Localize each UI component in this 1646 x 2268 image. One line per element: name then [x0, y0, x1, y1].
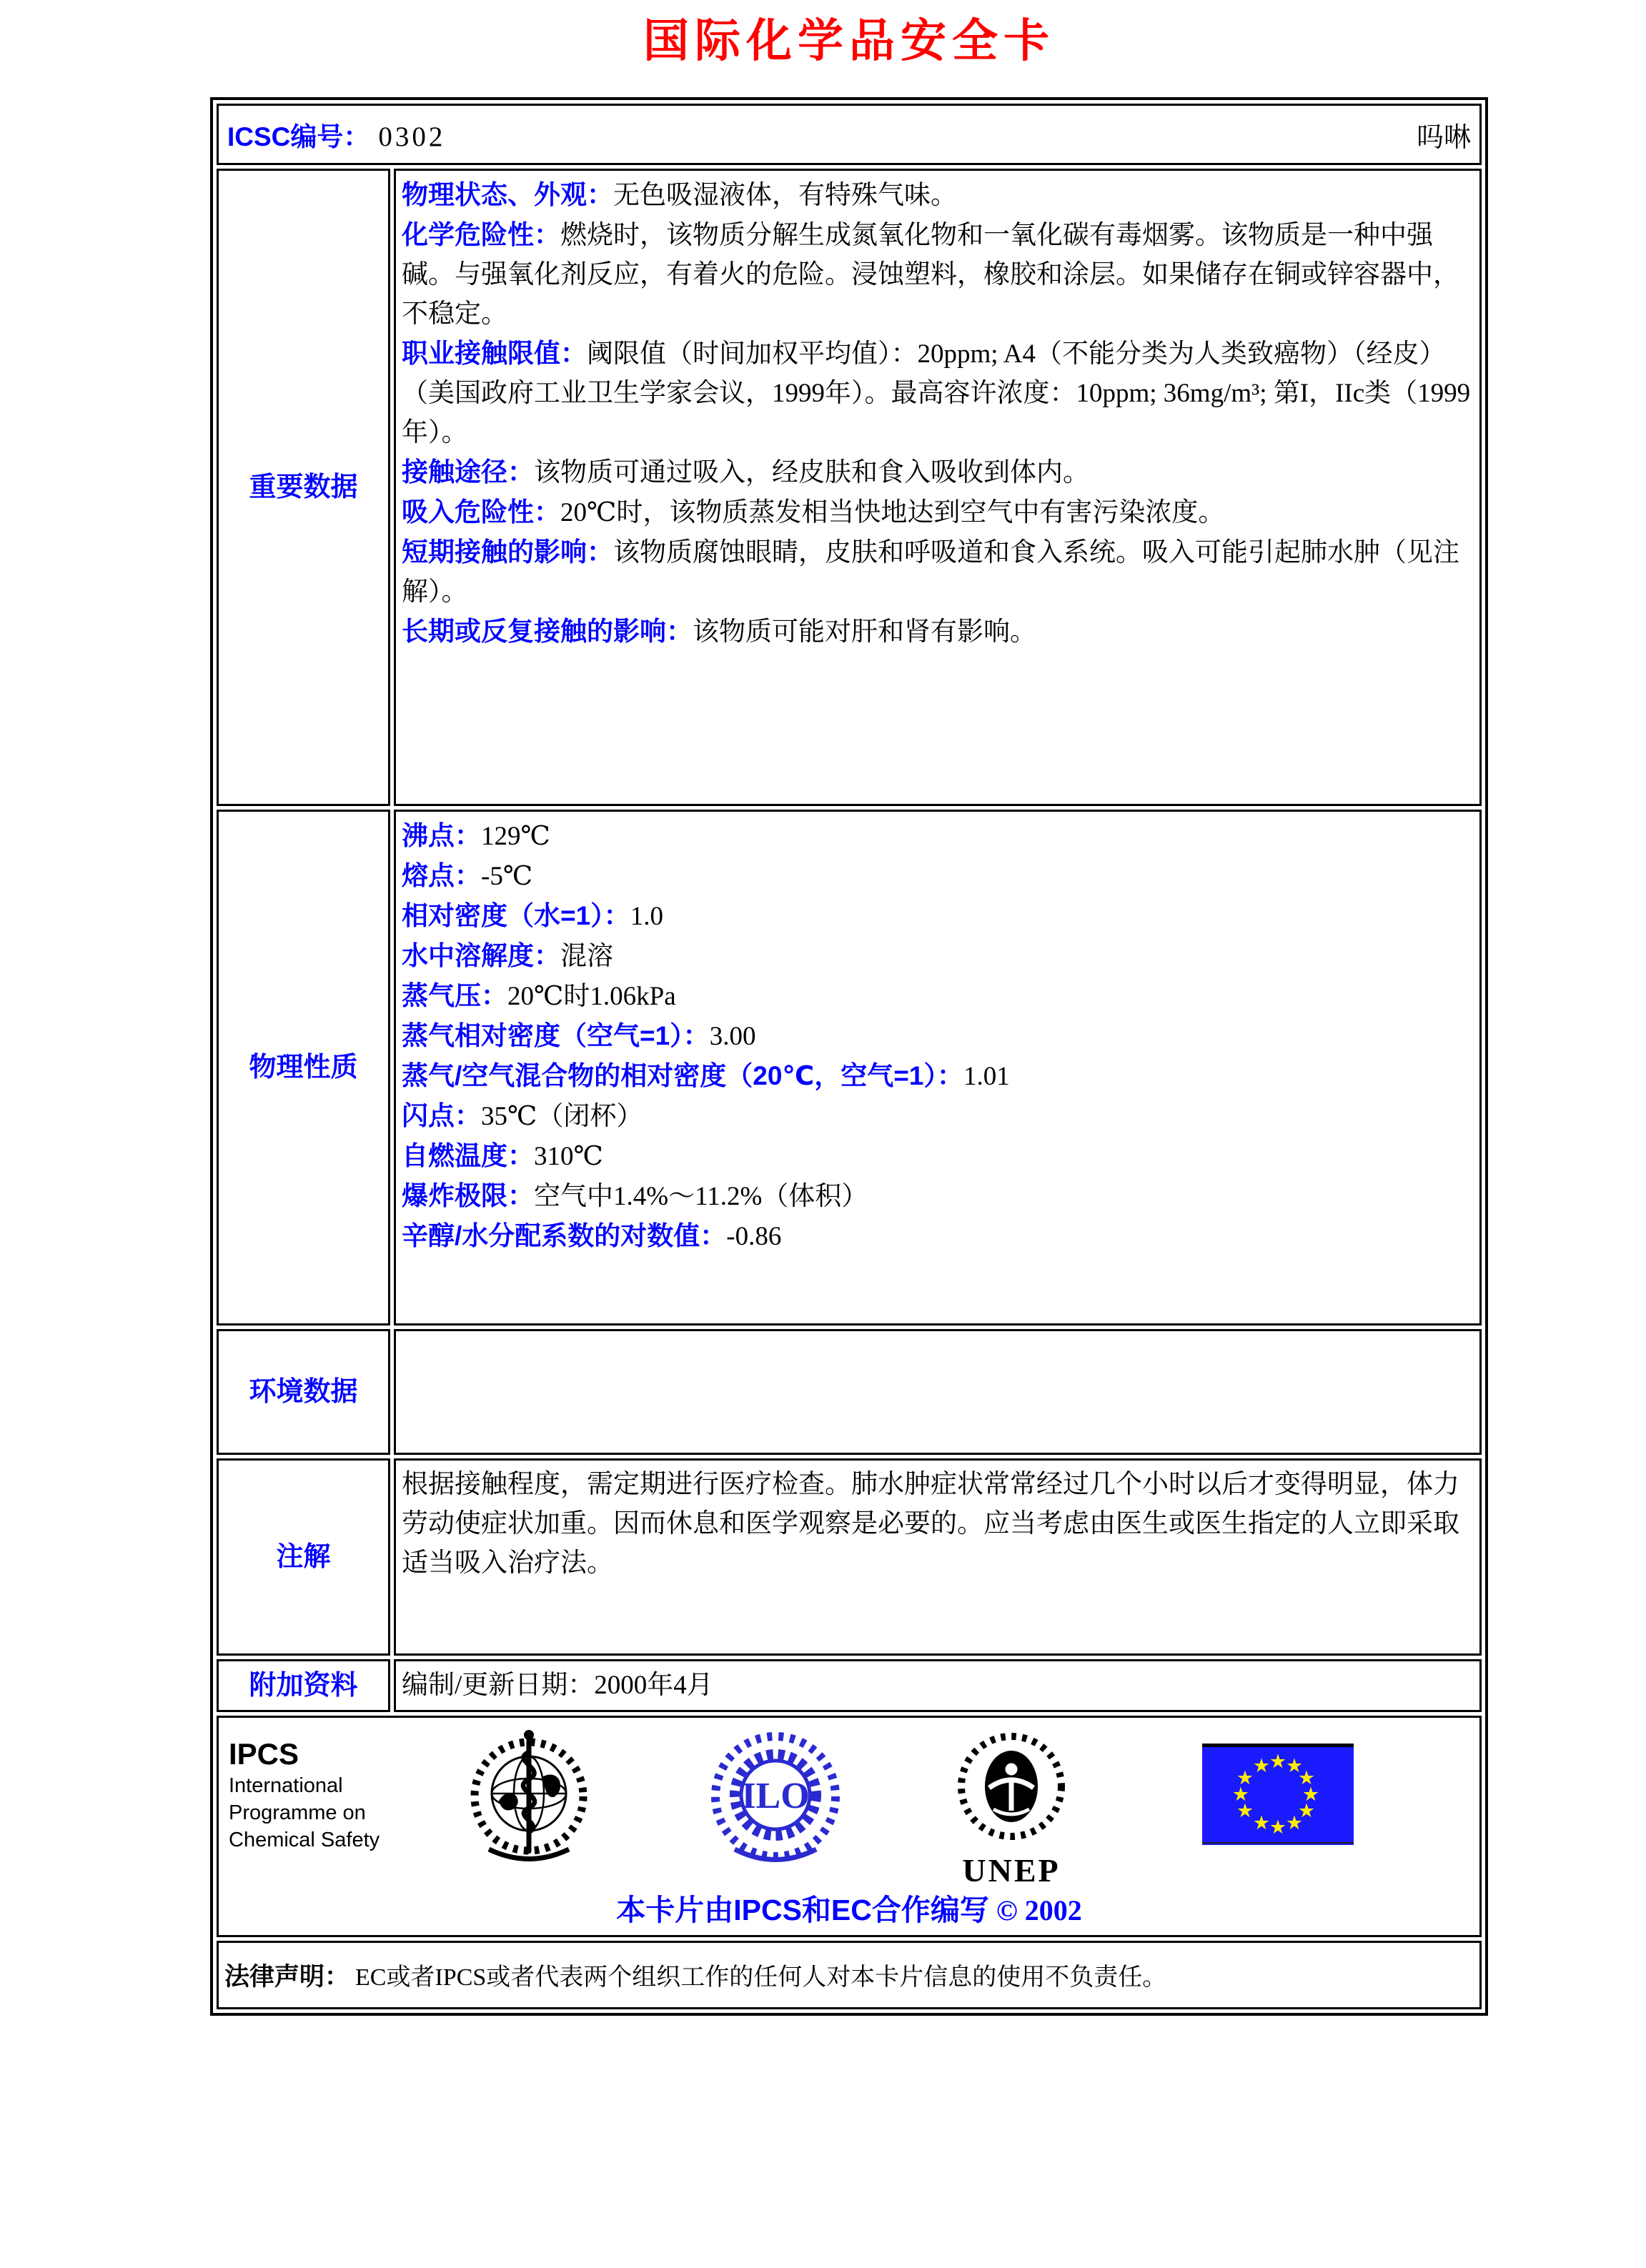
field-value: 该物质可能对肝和肾有影响。 — [693, 617, 1036, 647]
field-label: 自燃温度： — [402, 1141, 534, 1170]
field-entry — [402, 1096, 1472, 1136]
logos-row — [217, 1716, 1482, 1937]
svg-text:★: ★ — [1236, 1800, 1254, 1822]
field-label: 化学危险性： — [402, 220, 560, 249]
field-entry — [402, 816, 1472, 856]
field-entry — [402, 452, 1472, 492]
icsc-card-page — [210, 0, 1488, 2016]
svg-text:★: ★ — [1297, 1800, 1316, 1822]
field-value: 根据接触程度，需定期进行医疗检查。肺水肿症状常常经过几个小时以后才变得明显，体力劳动使症状加重。因而休息和医学观察是必要的。应当考虑由医生或医生指定的人立即采取适当吸入治疗法。 — [402, 1470, 1459, 1578]
field-label: 长期或反复接触的影响： — [402, 617, 693, 646]
section-label-physical-properties: 物理性质 — [217, 810, 390, 1326]
field-label: 辛醇/水分配系数的对数值： — [402, 1221, 727, 1250]
field-entry — [402, 612, 1472, 652]
field-entry — [402, 1216, 1472, 1256]
caption-text: 本卡片由IPCS和EC合作编写 — [616, 1894, 989, 1926]
field-entry — [402, 976, 1472, 1016]
svg-text:★: ★ — [1285, 1812, 1304, 1834]
page-title: 国际化学品安全卡 — [643, 15, 1055, 66]
field-label: 蒸气/空气混合物的相对密度（20℃，空气=1）： — [402, 1061, 963, 1090]
logos-strip — [223, 1725, 1475, 1889]
icsc-number-group — [227, 115, 445, 154]
field-entry — [402, 175, 1472, 215]
ipcs-subtitle-line: Chemical Safety — [229, 1829, 380, 1851]
section-content-additional-info — [394, 1659, 1482, 1712]
field-label: 水中溶解度： — [402, 941, 560, 970]
ipcs-logo — [229, 1725, 420, 1854]
section-content-important-data — [394, 169, 1482, 806]
field-value: 该物质腐蚀眼睛，皮肤和呼吸道和食入系统。吸入可能引起肺水肿（见注解）。 — [402, 538, 1459, 607]
field-label: 爆炸极限： — [402, 1181, 534, 1210]
field-entry — [402, 215, 1472, 334]
field-value: 编制/更新日期：2000年4月 — [402, 1671, 713, 1700]
copyright-text: © 2002 — [996, 1894, 1082, 1926]
eu-flag-icon — [1202, 1744, 1354, 1845]
section-row-additional-info — [217, 1659, 1482, 1712]
field-value: 1.01 — [963, 1062, 1010, 1091]
ipcs-subtitle-line: International — [229, 1774, 343, 1797]
field-value: 阈限值（时间加权平均值）：20ppm; A4（不能分类为人类致癌物）（经皮）（美国政府工业卫生学家会议，1999年）。最高容许浓度：10ppm; 36mg/m³; 第I，IIc类（1999年）。 — [402, 339, 1471, 447]
section-label-important-data: 重要数据 — [217, 169, 390, 806]
legal-text: EC或者IPCS或者代表两个组织工作的任何人对本卡片信息的使用不负责任。 — [355, 1964, 1167, 1991]
field-label: 物理状态、外观： — [402, 180, 613, 209]
field-value: 35℃（闭杯） — [481, 1102, 643, 1131]
field-entry — [402, 1176, 1472, 1216]
chemical-name: 吗啉 — [1416, 122, 1471, 153]
field-label: 蒸气相对密度（空气=1）： — [402, 1021, 710, 1050]
field-label: 沸点： — [402, 821, 481, 850]
field-entry — [402, 856, 1472, 896]
field-value: 空气中1.4%～11.2%（体积） — [534, 1182, 868, 1211]
field-value: -5℃ — [481, 862, 533, 891]
field-entry — [402, 334, 1472, 452]
field-entry — [402, 1465, 1472, 1583]
field-value: 20℃时，该物质蒸发相当快地达到空气中有害污染浓度。 — [560, 498, 1225, 527]
legal-label: 法律声明： — [224, 1963, 350, 1991]
field-label: 闪点： — [402, 1101, 481, 1130]
ipcs-title: IPCS — [229, 1737, 299, 1771]
svg-text:★: ★ — [1231, 1784, 1250, 1806]
field-label: 吸入危险性： — [402, 497, 560, 527]
unep-logo-text: UNEP — [962, 1852, 1061, 1889]
who-logo-icon — [465, 1728, 593, 1869]
field-entry — [402, 1136, 1472, 1176]
field-value: 310℃ — [534, 1142, 603, 1171]
section-label-notes: 注解 — [217, 1458, 390, 1656]
section-row-important-data — [217, 169, 1482, 806]
cooperation-caption — [223, 1893, 1475, 1928]
header-cell — [217, 104, 1482, 165]
field-entry — [402, 1666, 1472, 1705]
field-label: 熔点： — [402, 861, 481, 890]
unep-logo-icon — [951, 1725, 1072, 1848]
field-label: 相对密度（水=1）： — [402, 901, 630, 930]
unep-logo — [951, 1725, 1072, 1889]
field-label: 职业接触限值： — [402, 339, 587, 368]
section-content-notes — [394, 1458, 1482, 1656]
icsc-number-label: ICSC编号： — [227, 122, 370, 151]
svg-text:★: ★ — [1269, 1751, 1287, 1773]
field-value: 该物质可通过吸入，经皮肤和食入吸收到体内。 — [534, 458, 1089, 487]
header-row — [217, 104, 1482, 165]
svg-text:★: ★ — [1236, 1767, 1254, 1789]
svg-text:★: ★ — [1252, 1812, 1271, 1834]
field-label: 蒸气压： — [402, 981, 507, 1010]
field-value: 3.00 — [709, 1022, 756, 1051]
field-value: 混溶 — [560, 942, 613, 971]
svg-text:★: ★ — [1302, 1784, 1320, 1806]
field-value: 1.0 — [630, 902, 663, 931]
svg-text:★: ★ — [1297, 1767, 1316, 1789]
field-value: -0.86 — [726, 1222, 782, 1251]
section-label-environmental-data: 环境数据 — [217, 1329, 390, 1455]
field-value: 20℃时1.06kPa — [507, 982, 676, 1011]
field-entry — [402, 936, 1472, 976]
field-label: 短期接触的影响： — [402, 537, 613, 567]
section-content-physical-properties — [394, 810, 1482, 1326]
field-value: 无色吸湿液体，有特殊气味。 — [613, 181, 957, 210]
svg-text:★: ★ — [1269, 1816, 1287, 1839]
section-row-physical-properties — [217, 810, 1482, 1326]
section-label-additional-info: 附加资料 — [217, 1659, 390, 1712]
field-value: 燃烧时，该物质分解生成氮氧化物和一氧化碳有毒烟雾。该物质是一种中强碱。与强氧化剂反应，有着火的危险。浸蚀塑料，橡胶和涂层。如果储存在铜或锌容器中，不稳定。 — [402, 221, 1459, 329]
field-entry — [402, 532, 1472, 612]
field-entry — [402, 1016, 1472, 1056]
field-entry — [402, 896, 1472, 936]
field-label: 接触途径： — [402, 457, 534, 487]
ipcs-subtitle-line: Programme on — [229, 1801, 366, 1824]
icsc-table — [210, 97, 1488, 2016]
svg-text:★: ★ — [1252, 1755, 1271, 1777]
field-value: 129℃ — [481, 822, 550, 851]
section-content-environmental-data — [394, 1329, 1482, 1455]
legal-cell — [217, 1941, 1482, 2009]
legal-row — [217, 1941, 1482, 2009]
section-row-notes — [217, 1458, 1482, 1656]
logos-cell — [217, 1716, 1482, 1937]
section-row-environmental-data — [217, 1329, 1482, 1455]
ilo-logo-icon — [708, 1725, 843, 1874]
icsc-number-value: 0302 — [378, 121, 446, 152]
field-entry — [402, 1056, 1472, 1096]
field-entry — [402, 492, 1472, 532]
ilo-logo-text: ILO — [741, 1776, 810, 1816]
svg-text:★: ★ — [1285, 1755, 1304, 1777]
